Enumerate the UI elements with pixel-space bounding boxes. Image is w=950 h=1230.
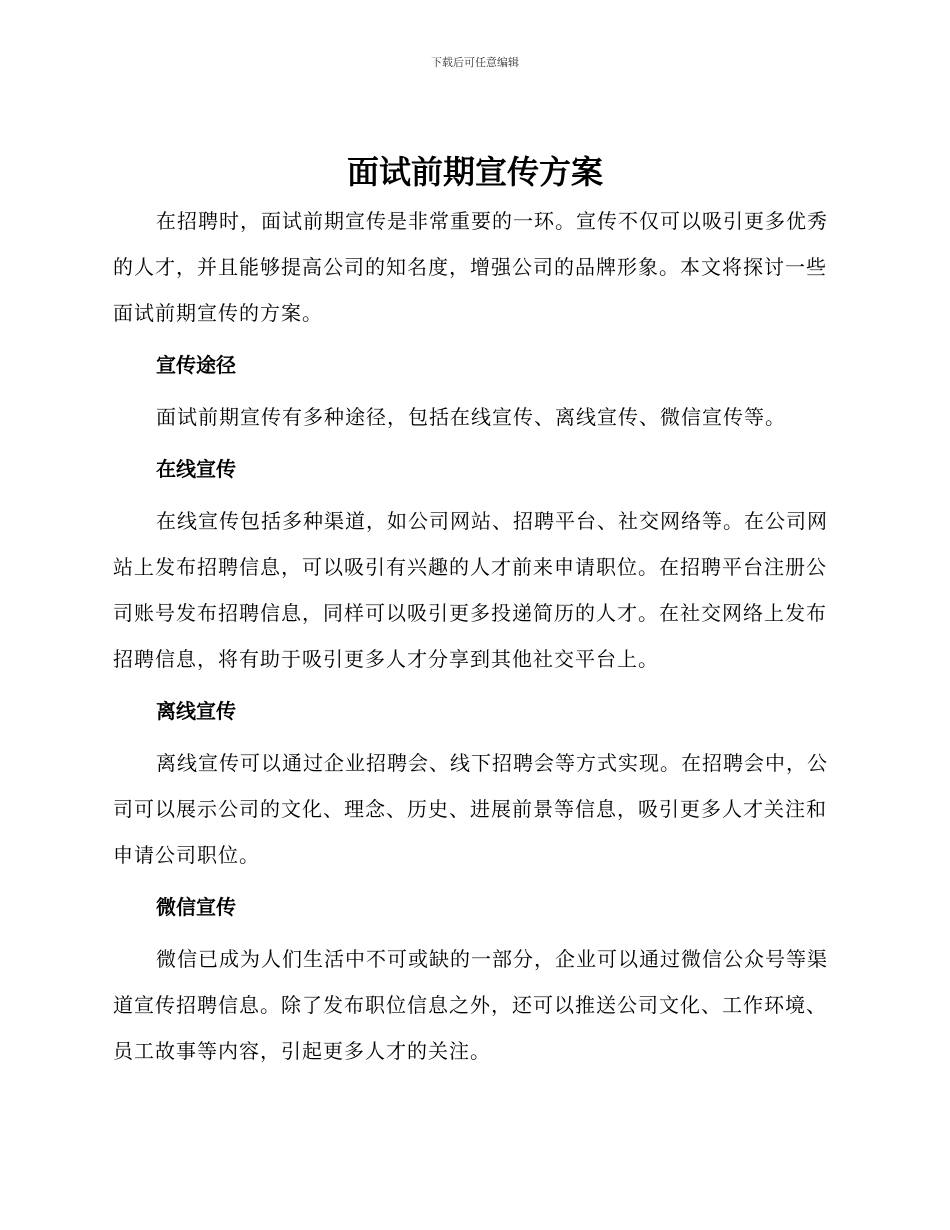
section-body-wechat: 微信已成为人们生活中不可或缺的一部分，企业可以通过微信公众号等渠道宣传招聘信息。除了发布职位信息之外，还可以推送公司文化、工作环境、员工故事等内容，引起更多人才的关注。 [113, 947, 828, 1063]
section-body-online: 在线宣传包括多种渠道，如公司网站、招聘平台、社交网络等。在公司网站上发布招聘信息，可以吸引有兴趣的人才前来申请职位。在招聘平台注册公司账号发布招聘信息，同样可以吸引更多投递简历的人才。在社交网络上发布招聘信息，将有助于吸引更多人才分享到其他社交平台上。 [113, 509, 828, 671]
section-body-offline: 离线宣传可以通过企业招聘会、线下招聘会等方式实现。在招聘会中，公司可以展示公司的文化、理念、历史、进展前景等信息，吸引更多人才关注和申请公司职位。 [113, 751, 828, 867]
section-heading-offline: 离线宣传 [156, 699, 236, 723]
header-note: 下载后可任意编辑 [431, 56, 519, 69]
section-body-channels: 面试前期宣传有多种途径，包括在线宣传、离线宣传、微信宣传等。 [156, 405, 786, 429]
document-title: 面试前期宣传方案 [346, 153, 603, 191]
intro-paragraph: 在招聘时，面试前期宣传是非常重要的一环。宣传不仅可以吸引更多优秀的人才，并且能够提高公司的知名度，增强公司的品牌形象。本文将探讨一些面试前期宣传的方案。 [113, 209, 828, 325]
section-heading-online: 在线宣传 [156, 457, 236, 481]
section-heading-channels: 宣传途径 [156, 353, 236, 377]
section-heading-wechat: 微信宣传 [156, 895, 236, 919]
document-body [113, 198, 833, 1074]
